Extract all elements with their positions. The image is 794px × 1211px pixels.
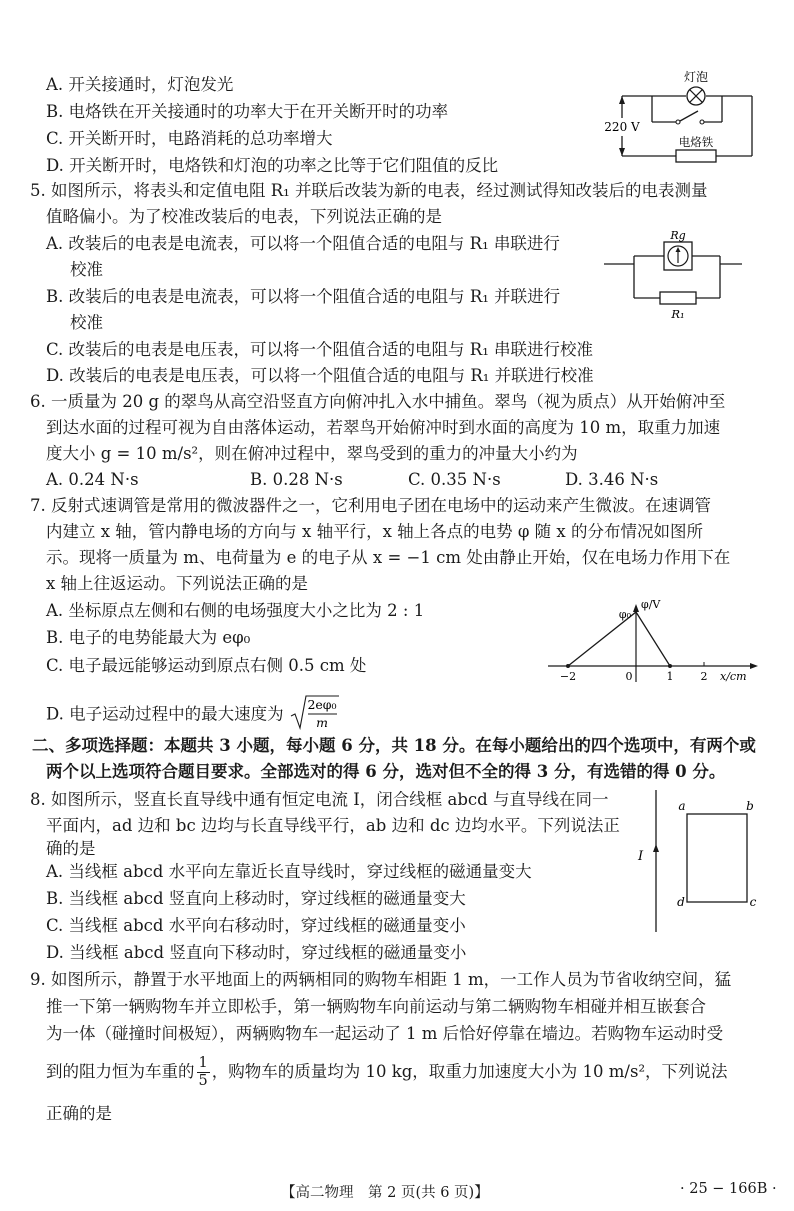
potential-graph — [540, 596, 766, 686]
text-line: D. 当线框 abcd 竖直向下移动时，穿过线框的磁通量变小 — [46, 943, 467, 962]
q6-option: D. 3.46 N·s — [565, 470, 659, 489]
text-line: 6. 一质量为 20 g 的翠鸟从高空沿竖直方向俯冲扎入水中捕鱼。翠鸟（视为质点）从开始俯冲至 — [30, 392, 726, 411]
text-line: 推一下第一辆购物车并立即松手，第一辆购物车向前运动与第二辆购物车相碰并相互嵌套合 — [46, 997, 706, 1016]
y-axis-label: φ/V — [641, 598, 661, 611]
text-line: 内建立 x 轴，管内静电场的方向与 x 轴平行，x 轴上各点的电势 φ 随 x 的分布情况如图所 — [46, 522, 703, 541]
r1-label: R₁ — [671, 307, 685, 320]
text-line: 9. 如图所示，静置于水平地面上的两辆相同的购物车相距 1 m，一工作人员为节省收纳空间，猛 — [30, 970, 732, 989]
text-line: 5. 如图所示，将表头和定值电阻 R₁ 并联后改装为新的电表，经过测试得知改装后的电表测量 — [30, 181, 708, 200]
sqrt-denominator: m — [315, 715, 328, 730]
corner-b: b — [746, 799, 754, 813]
q8-line-2: 平面内，ad 边和 bc 边均与长直导线平行，ab 边和 dc 边均水平。下列说法正 — [46, 816, 620, 835]
text-line: B. 电烙铁在开关接通时的功率大于在开关断开时的功率 — [46, 102, 449, 121]
tick-0: 0 — [625, 670, 633, 683]
section-2-heading-line1: 二、多项选择题：本题共 3 小题，每小题 6 分，共 18 分。在每小题给出的四个选项中，有两个或 — [32, 736, 756, 755]
text-line: B. 电子的电势能最大为 eφ₀ — [46, 628, 251, 647]
q6-option: A. 0.24 N·s — [46, 470, 139, 489]
text-line: 示。现将一质量为 m、电荷量为 e 的电子从 x = −1 cm 处由静止开始，仅在电场力作用下在 — [46, 548, 731, 567]
text-line: B. 改装后的电表是电流表，可以将一个阻值合适的电阻与 R₁ 并联进行 — [46, 287, 561, 306]
wire-frame-figure — [630, 786, 760, 936]
galvanometer-icon — [664, 242, 692, 270]
corner-c: c — [749, 895, 757, 909]
text-line: A. 改装后的电表是电流表，可以将一个阻值合适的电阻与 R₁ 串联进行 — [46, 234, 560, 253]
text-line: A. 坐标原点左侧和右侧的电场强度大小之比为 2 : 1 — [46, 601, 425, 620]
tick-2: 2 — [700, 670, 708, 683]
rg-label: Rg — [670, 229, 686, 242]
iron-resistor-icon — [676, 150, 716, 162]
text-line: C. 当线框 abcd 水平向右移动时，穿过线框的磁通量变小 — [46, 916, 466, 935]
voltage-label: 220 V — [604, 120, 640, 134]
fraction-one-fifth: $\frac{1}{5}$ — [198, 1055, 208, 1089]
lamp-icon — [687, 87, 705, 105]
frame-abcd — [687, 814, 747, 902]
text-line: A. 当线框 abcd 水平向左靠近长直导线时，穿过线框的磁通量变大 — [46, 862, 532, 881]
sqrt-numerator: 2eφ₀ — [307, 697, 337, 712]
text-line: 到达水面的过程可视为自由落体运动，若翠鸟开始俯冲时到水面的高度为 10 m，取重力加速 — [46, 418, 721, 437]
text-line: 度大小 g = 10 m/s²，则在俯冲过程中，翠鸟受到的重力的冲量大小约为 — [46, 444, 578, 463]
tick-neg2: −2 — [559, 670, 577, 683]
meter-shunt-figure — [596, 228, 746, 320]
sqrt-fraction — [289, 694, 341, 732]
text-line: D. 改装后的电表是电压表，可以将一个阻值合适的电阻与 R₁ 并联进行校准 — [46, 366, 594, 385]
circuit-figure-lamp-iron — [600, 68, 760, 166]
text-line: C. 改装后的电表是电压表，可以将一个阻值合适的电阻与 R₁ 串联进行校准 — [46, 340, 594, 359]
section-2-heading-line2: 两个以上选项符合题目要求。全部选对的得 6 分，选对但不全的得 3 分，有选错的得 0 分。 — [46, 762, 726, 781]
q8-line-3: 确的是 — [46, 839, 96, 858]
q8-line-1: 8. 如图所示，竖直长直导线中通有恒定电流 I，闭合线框 abcd 与直导线在同一 — [30, 790, 609, 809]
footer-page-info: 【高二物理 第 2 页(共 6 页)】 — [281, 1185, 489, 1201]
tick-1: 1 — [666, 670, 674, 683]
x-axis-label: x/cm — [720, 670, 747, 683]
current-arrow-icon — [653, 844, 659, 852]
q7-option-d: D. 电子运动过程中的最大速度为 2eφ₀ m — [46, 698, 341, 732]
text-line: 7. 反射式速调管是常用的微波器件之一，它利用电子团在电场中的运动来产生微波。在速调管 — [30, 496, 711, 515]
lamp-label: 灯泡 — [683, 70, 709, 84]
phi0-label: φ₀ — [618, 608, 631, 621]
text-line: 值略偏小。为了校准改装后的电表，下列说法正确的是 — [46, 207, 442, 226]
q6-option: B. 0.28 N·s — [250, 470, 343, 489]
text-line: 校准 — [70, 313, 103, 332]
text-line: 校准 — [70, 260, 103, 279]
text-line: A. 开关接通时，灯泡发光 — [46, 75, 234, 94]
iron-label: 电烙铁 — [678, 135, 714, 149]
text-line: D. 开关断开时，电烙铁和灯泡的功率之比等于它们阻值的反比 — [46, 156, 499, 175]
text-line: C. 开关断开时，电路消耗的总功率增大 — [46, 129, 333, 148]
shunt-resistor-icon — [660, 292, 696, 304]
q6-option: C. 0.35 N·s — [408, 470, 501, 489]
text-line: 为一体（碰撞时间极短），两辆购物车一起运动了 1 m 后恰好停靠在墙边。若购物车运动时受 — [46, 1024, 724, 1043]
text-line: B. 当线框 abcd 竖直向上移动时，穿过线框的磁通量变大 — [46, 889, 466, 908]
corner-a: a — [678, 799, 686, 813]
footer-code: · 25 − 166B · — [680, 1181, 777, 1197]
current-label: I — [638, 849, 644, 864]
text-line: C. 电子最远能够运动到原点右侧 0.5 cm 处 — [46, 656, 367, 675]
q9-fraction-line: 到的阻力恒为车重的 $\frac{1}{5}$ ，购物车的质量均为 10 kg，取重力加速度大小为 10 m/s²，下列说法 — [46, 1055, 728, 1089]
switch-icon — [652, 96, 722, 124]
corner-d: d — [677, 895, 685, 909]
text-line: x 轴上往返运动。下列说法正确的是 — [46, 574, 309, 593]
text-line: 正确的是 — [46, 1104, 112, 1123]
